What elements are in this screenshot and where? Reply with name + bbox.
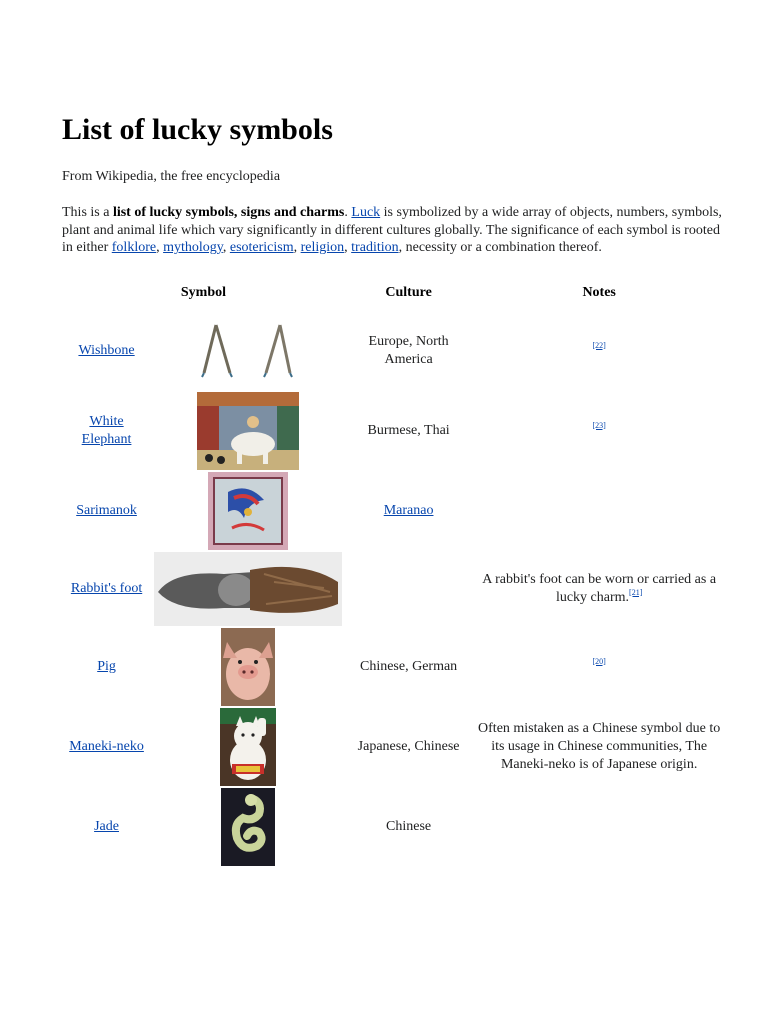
intro-text: ,	[344, 240, 352, 255]
table-row	[62, 391, 726, 471]
notes-cell: Often mistaken as a Chinese symbol due to its usage in Chinese communities, The Maneki-neko is of Japanese origin.	[478, 720, 721, 772]
culture-cell: Japanese, Chinese	[357, 738, 460, 754]
intro-text: This is a	[62, 205, 113, 220]
symbol-link[interactable]: Maneki-neko	[69, 738, 144, 754]
culture-link[interactable]: Maranao	[383, 502, 434, 518]
ref-link[interactable]: [21]	[629, 587, 643, 597]
site-tagline: From Wikipedia, the free encyclopedia	[62, 169, 281, 184]
intro-text: ,	[156, 240, 164, 255]
link-mythology[interactable]: mythology	[163, 240, 223, 255]
header-symbol: Symbol	[180, 284, 226, 300]
link-luck[interactable]: Luck	[351, 205, 381, 220]
intro-paragraph	[62, 204, 726, 257]
symbol-link[interactable]: Rabbit's foot	[70, 580, 143, 596]
symbol-image-cell	[151, 391, 345, 471]
notes-cell	[472, 311, 726, 391]
notes-cell	[472, 787, 726, 867]
table-row	[62, 471, 726, 551]
maneki-neko-image[interactable]	[220, 708, 276, 786]
culture-cell: Europe, North America	[368, 333, 449, 367]
header-culture: Culture	[385, 284, 432, 300]
symbol-name-cell	[62, 551, 151, 627]
page-title: List of lucky symbols	[62, 113, 333, 146]
link-tradition[interactable]: tradition	[351, 240, 399, 255]
symbols-table	[62, 275, 726, 867]
notes-cell	[472, 551, 726, 627]
symbol-link[interactable]: Jade	[94, 818, 119, 834]
culture-cell	[345, 551, 472, 627]
citation	[592, 421, 605, 430]
symbol-image-cell	[151, 627, 345, 707]
intro-text: is symbolized by a wide array of objects, numbers, symbols, plant and animal life which vary significantly in different cultures globally. The significance of each symbol is rooted in either	[62, 205, 722, 255]
symbol-link[interactable]: White Elephant	[81, 413, 132, 447]
symbol-link[interactable]: Wishbone	[78, 342, 135, 358]
symbol-image-cell	[151, 311, 345, 391]
citation	[629, 588, 642, 597]
culture-cell	[345, 471, 472, 551]
intro-text: .	[344, 205, 352, 220]
symbol-name-cell	[62, 787, 151, 867]
symbol-name-cell	[62, 311, 151, 391]
symbol-name-cell	[62, 391, 151, 471]
table-row	[62, 627, 726, 707]
intro-bold: list of lucky symbols, signs and charms	[112, 205, 345, 220]
notes-cell	[472, 471, 726, 551]
table-header-row	[62, 275, 726, 311]
symbol-image-cell	[151, 471, 345, 551]
pig-image[interactable]	[221, 628, 275, 706]
symbol-link[interactable]: Sarimanok	[76, 502, 137, 518]
link-esotericism[interactable]: esotericism	[229, 240, 294, 255]
culture-cell: Chinese, German	[359, 658, 458, 674]
culture-cell: Burmese, Thai	[367, 422, 450, 438]
citation	[592, 657, 605, 666]
white-elephant-image[interactable]	[197, 392, 299, 470]
table-row	[62, 551, 726, 627]
link-folklore[interactable]: folklore	[111, 240, 157, 255]
notes-cell	[472, 391, 726, 471]
jade-image[interactable]	[221, 788, 275, 866]
table-row	[62, 311, 726, 391]
link-religion[interactable]: religion	[300, 240, 345, 255]
symbol-image-cell	[151, 787, 345, 867]
symbol-name-cell	[62, 707, 151, 787]
table-row	[62, 787, 726, 867]
ref-link[interactable]: [23]	[592, 420, 606, 430]
ref-link[interactable]: [20]	[592, 656, 606, 666]
header-notes: Notes	[582, 284, 616, 300]
symbol-name-cell	[62, 627, 151, 707]
symbol-image-cell	[151, 707, 345, 787]
symbol-name-cell	[62, 471, 151, 551]
citation	[592, 341, 605, 350]
table-row	[62, 707, 726, 787]
article	[62, 112, 726, 867]
rabbits-foot-image[interactable]	[154, 552, 342, 626]
sarimanok-image[interactable]	[208, 472, 288, 550]
symbol-link[interactable]: Pig	[97, 658, 116, 674]
intro-text: ,	[222, 240, 230, 255]
symbol-image-cell	[151, 551, 345, 627]
ref-link[interactable]: [22]	[592, 340, 606, 350]
note-text: A rabbit's foot can be worn or carried as a lucky charm.	[482, 571, 717, 605]
intro-text: , necessity or a combination thereof.	[398, 240, 602, 255]
culture-cell: Chinese	[386, 818, 432, 834]
intro-text: ,	[293, 240, 301, 255]
wishbone-image[interactable]	[194, 311, 302, 391]
notes-cell	[472, 627, 726, 707]
